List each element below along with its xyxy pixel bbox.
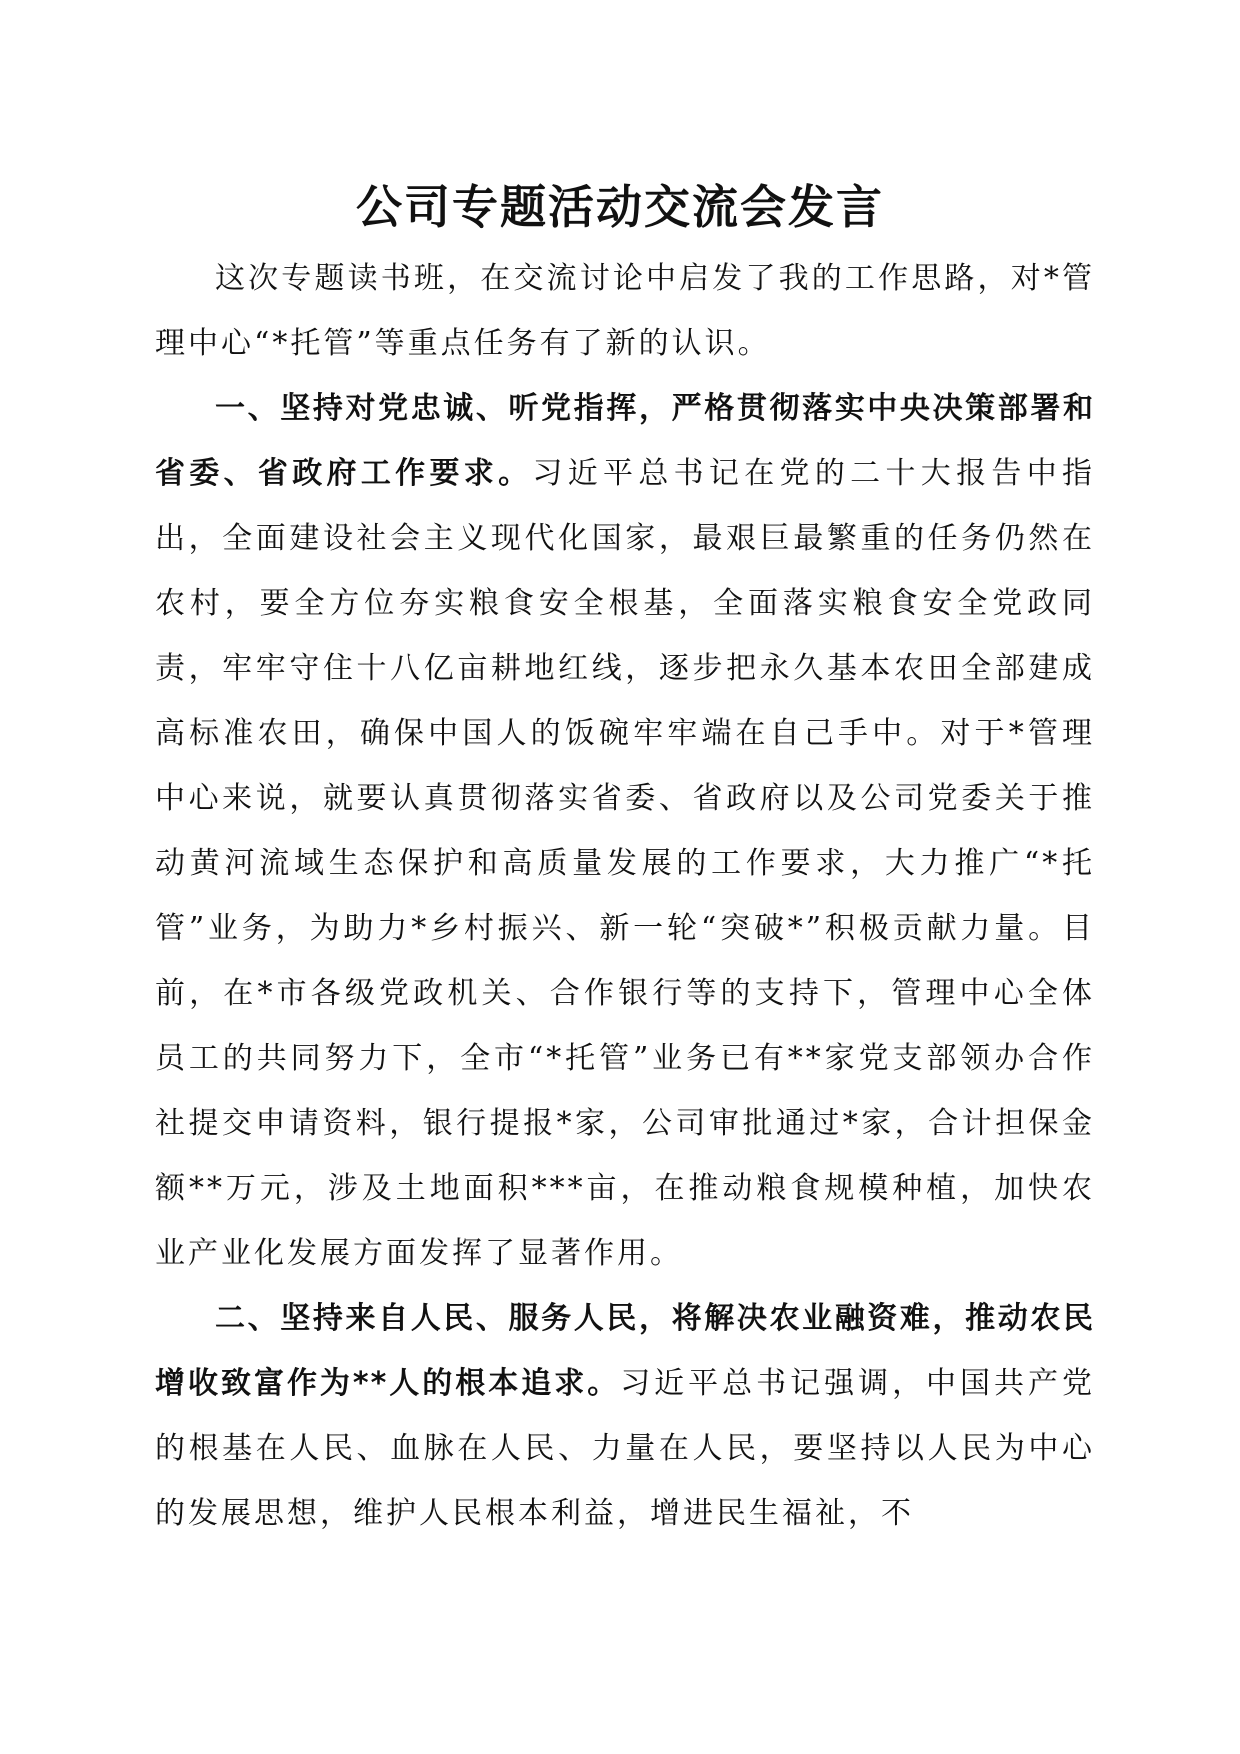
document-title: 公司专题活动交流会发言 — [356, 180, 884, 234]
section-2-heading: 二、坚持来自人民、服务人民，将解决农业融资难，推动农民增收致富作为**人的根本追求。 — [155, 1301, 1095, 1401]
section-1-heading: 一、坚持对党忠诚、听党指挥，严格贯彻落实中央决策部署和省委、省政府工作要求。 — [155, 391, 1095, 491]
paragraph-intro — [155, 246, 1095, 376]
document-body — [155, 246, 1095, 1546]
paragraph-section-2 — [155, 1286, 1095, 1546]
section-1-text: 习近平总书记在党的二十大报告中指出，全面建设社会主义现代化国家，最艰巨最繁重的任务仍然在农村，要全方位夯实粮食安全根基，全面落实粮食安全党政同责，牢牢守住十八亿亩耕地红线，逐步把永久基本农田全部建成高标准农田，确保中国人的饭碗牢牢端在自己手中。对于*管理中心来说，就要认真贯彻落实省委、省政府以及公司党委关于推动黄河流域生态保护和高质量发展的工作要求，大力推广“*托管”业务，为助力*乡村振兴、新一轮“突破*”积极贡献力量。目前，在*市各级党政机关、合作银行等的支持下，管理中心全体员工的共同努力下，全市“*托管”业务已有**家党支部领办合作社提交申请资料，银行提报*家，公司审批通过*家，合计担保金额**万元，涉及土地面积***亩，在推动粮食规模种植，加快农业产业化发展方面发挥了显著作用。 — [155, 456, 1096, 1271]
paragraph-intro-text: 这次专题读书班，在交流讨论中启发了我的工作思路，对*管理中心“*托管”等重点任务有了新的认识。 — [155, 261, 1095, 361]
section-2-text: 习近平总书记强调，中国共产党的根基在人民、血脉在人民、力量在人民，要坚持以人民为中心的发展思想，维护人民根本利益，增进民生福祉，不 — [155, 1366, 1095, 1531]
paragraph-section-1 — [155, 376, 1095, 1286]
